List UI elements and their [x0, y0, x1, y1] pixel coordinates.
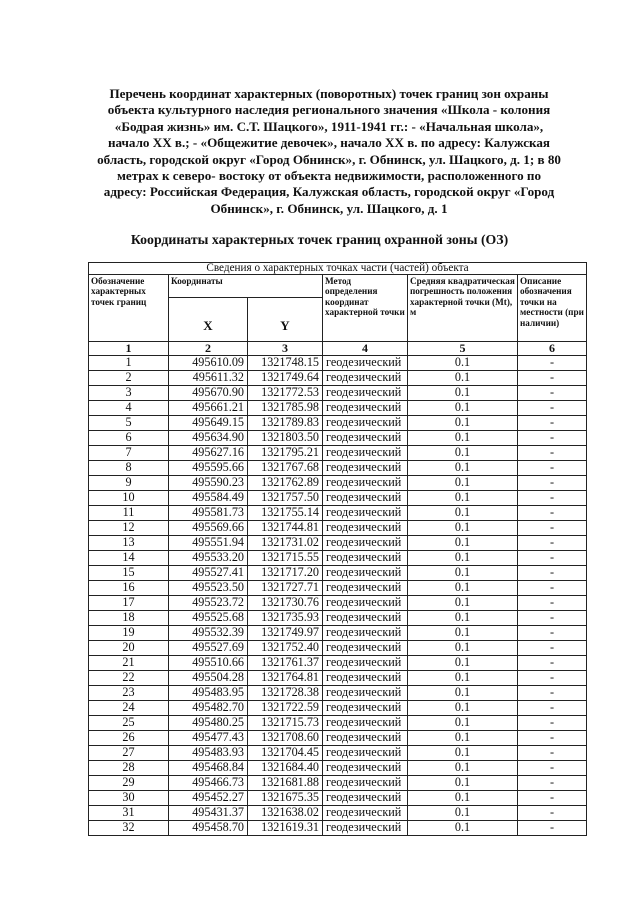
cell-y: 1321755.14 — [248, 506, 323, 521]
cell-y: 1321619.31 — [248, 821, 323, 836]
cell-method: геодезический — [323, 641, 408, 656]
cell-method: геодезический — [323, 491, 408, 506]
cell-description: - — [518, 476, 587, 491]
cell-description: - — [518, 371, 587, 386]
cell-description: - — [518, 506, 587, 521]
cell-x: 495431.37 — [169, 806, 248, 821]
column-number: 1 — [89, 342, 169, 356]
table-row — [89, 686, 587, 701]
table-subtitle: Координаты характерных точек границ охранной зоны (ОЗ) — [130, 232, 509, 247]
cell-point: 31 — [89, 806, 169, 821]
cell-point: 1 — [89, 356, 169, 371]
cell-error: 0.1 — [408, 536, 518, 551]
cell-method: геодезический — [323, 431, 408, 446]
cell-y: 1321795.21 — [248, 446, 323, 461]
table-row — [89, 641, 587, 656]
cell-x: 495581.73 — [169, 506, 248, 521]
cell-method: геодезический — [323, 821, 408, 836]
header-y: Y — [248, 297, 323, 341]
cell-error: 0.1 — [408, 821, 518, 836]
cell-point: 32 — [89, 821, 169, 836]
cell-description: - — [518, 821, 587, 836]
cell-point: 30 — [89, 791, 169, 806]
cell-point: 4 — [89, 401, 169, 416]
cell-method: геодезический — [323, 686, 408, 701]
cell-error: 0.1 — [408, 476, 518, 491]
cell-y: 1321681.88 — [248, 776, 323, 791]
cell-point: 3 — [89, 386, 169, 401]
cell-y: 1321708.60 — [248, 731, 323, 746]
cell-x: 495480.25 — [169, 716, 248, 731]
cell-method: геодезический — [323, 626, 408, 641]
cell-description: - — [518, 641, 587, 656]
cell-description: - — [518, 491, 587, 506]
table-row — [89, 731, 587, 746]
cell-description: - — [518, 401, 587, 416]
table-row — [89, 611, 587, 626]
cell-point: 12 — [89, 521, 169, 536]
cell-method: геодезический — [323, 806, 408, 821]
cell-y: 1321749.64 — [248, 371, 323, 386]
cell-error: 0.1 — [408, 596, 518, 611]
cell-point: 17 — [89, 596, 169, 611]
cell-x: 495551.94 — [169, 536, 248, 551]
cell-description: - — [518, 701, 587, 716]
cell-y: 1321762.89 — [248, 476, 323, 491]
cell-error: 0.1 — [408, 746, 518, 761]
cell-point: 6 — [89, 431, 169, 446]
table-row — [89, 701, 587, 716]
cell-error: 0.1 — [408, 791, 518, 806]
cell-y: 1321735.93 — [248, 611, 323, 626]
cell-description: - — [518, 596, 587, 611]
cell-method: геодезический — [323, 596, 408, 611]
column-number: 2 — [169, 342, 248, 356]
cell-point: 13 — [89, 536, 169, 551]
cell-description: - — [518, 461, 587, 476]
cell-x: 495670.90 — [169, 386, 248, 401]
cell-method: геодезический — [323, 656, 408, 671]
cell-error: 0.1 — [408, 731, 518, 746]
table-row — [89, 356, 587, 371]
cell-description: - — [518, 671, 587, 686]
cell-x: 495584.49 — [169, 491, 248, 506]
cell-description: - — [518, 656, 587, 671]
cell-point: 27 — [89, 746, 169, 761]
cell-x: 495595.66 — [169, 461, 248, 476]
table-row — [89, 416, 587, 431]
cell-x: 495590.23 — [169, 476, 248, 491]
cell-y: 1321761.37 — [248, 656, 323, 671]
table-row — [89, 761, 587, 776]
cell-point: 11 — [89, 506, 169, 521]
coordinates-table — [88, 262, 587, 836]
cell-description: - — [518, 791, 587, 806]
table-row — [89, 521, 587, 536]
cell-error: 0.1 — [408, 656, 518, 671]
cell-x: 495482.70 — [169, 701, 248, 716]
cell-description: - — [518, 761, 587, 776]
cell-point: 16 — [89, 581, 169, 596]
header-method-text: Метод определения координат характерной точки — [325, 276, 405, 318]
column-number: 5 — [408, 342, 518, 356]
cell-point: 23 — [89, 686, 169, 701]
cell-point: 7 — [89, 446, 169, 461]
cell-method: геодезический — [323, 776, 408, 791]
column-number: 4 — [323, 342, 408, 356]
cell-description: - — [518, 626, 587, 641]
table-row — [89, 671, 587, 686]
cell-y: 1321717.20 — [248, 566, 323, 581]
table-row — [89, 746, 587, 761]
cell-point: 10 — [89, 491, 169, 506]
cell-y: 1321638.02 — [248, 806, 323, 821]
cell-description: - — [518, 716, 587, 731]
cell-x: 495569.66 — [169, 521, 248, 536]
table-row — [89, 506, 587, 521]
cell-point: 2 — [89, 371, 169, 386]
cell-error: 0.1 — [408, 566, 518, 581]
cell-x: 495483.95 — [169, 686, 248, 701]
table-row — [89, 446, 587, 461]
cell-description: - — [518, 731, 587, 746]
cell-x: 495468.84 — [169, 761, 248, 776]
cell-description: - — [518, 386, 587, 401]
cell-description: - — [518, 416, 587, 431]
cell-error: 0.1 — [408, 761, 518, 776]
table-row — [89, 716, 587, 731]
cell-error: 0.1 — [408, 806, 518, 821]
table-row — [89, 461, 587, 476]
cell-x: 495610.09 — [169, 356, 248, 371]
table-row — [89, 566, 587, 581]
cell-error: 0.1 — [408, 716, 518, 731]
cell-y: 1321803.50 — [248, 431, 323, 446]
cell-x: 495525.68 — [169, 611, 248, 626]
cell-y: 1321728.38 — [248, 686, 323, 701]
cell-description: - — [518, 776, 587, 791]
table-row — [89, 401, 587, 416]
cell-method: геодезический — [323, 371, 408, 386]
table-row — [89, 626, 587, 641]
header-point: Обозначение характерных точек границ — [89, 275, 169, 342]
table-row — [89, 431, 587, 446]
table-row — [89, 596, 587, 611]
cell-method: геодезический — [323, 536, 408, 551]
cell-x: 495477.43 — [169, 731, 248, 746]
header-x: X — [169, 297, 248, 341]
table-row — [89, 371, 587, 386]
cell-x: 495504.28 — [169, 671, 248, 686]
cell-error: 0.1 — [408, 431, 518, 446]
cell-method: геодезический — [323, 356, 408, 371]
cell-method: геодезический — [323, 386, 408, 401]
cell-error: 0.1 — [408, 686, 518, 701]
cell-description: - — [518, 551, 587, 566]
group-header: Сведения о характерных точках части (частей) объекта — [89, 263, 587, 275]
cell-x: 495661.21 — [169, 401, 248, 416]
cell-point: 5 — [89, 416, 169, 431]
cell-x: 495634.90 — [169, 431, 248, 446]
cell-method: геодезический — [323, 461, 408, 476]
header-coords: Координаты — [169, 275, 323, 298]
cell-error: 0.1 — [408, 386, 518, 401]
cell-method: геодезический — [323, 701, 408, 716]
cell-method: геодезический — [323, 791, 408, 806]
cell-method: геодезический — [323, 716, 408, 731]
cell-x: 495510.66 — [169, 656, 248, 671]
cell-error: 0.1 — [408, 401, 518, 416]
cell-point: 22 — [89, 671, 169, 686]
cell-error: 0.1 — [408, 551, 518, 566]
table-row — [89, 551, 587, 566]
column-number: 3 — [248, 342, 323, 356]
cell-error: 0.1 — [408, 641, 518, 656]
cell-y: 1321757.50 — [248, 491, 323, 506]
cell-method: геодезический — [323, 581, 408, 596]
cell-method: геодезический — [323, 731, 408, 746]
cell-x: 495527.41 — [169, 566, 248, 581]
cell-error: 0.1 — [408, 446, 518, 461]
cell-method: геодезический — [323, 746, 408, 761]
cell-description: - — [518, 446, 587, 461]
table-row — [89, 581, 587, 596]
cell-error: 0.1 — [408, 611, 518, 626]
table-row — [89, 491, 587, 506]
cell-error: 0.1 — [408, 506, 518, 521]
cell-y: 1321715.55 — [248, 551, 323, 566]
cell-description: - — [518, 806, 587, 821]
cell-y: 1321772.53 — [248, 386, 323, 401]
cell-error: 0.1 — [408, 776, 518, 791]
cell-method: геодезический — [323, 566, 408, 581]
cell-point: 19 — [89, 626, 169, 641]
cell-point: 25 — [89, 716, 169, 731]
cell-description: - — [518, 746, 587, 761]
cell-y: 1321704.45 — [248, 746, 323, 761]
cell-point: 20 — [89, 641, 169, 656]
cell-x: 495533.20 — [169, 551, 248, 566]
cell-description: - — [518, 356, 587, 371]
cell-y: 1321744.81 — [248, 521, 323, 536]
cell-x: 495523.50 — [169, 581, 248, 596]
cell-x: 495458.70 — [169, 821, 248, 836]
cell-y: 1321785.98 — [248, 401, 323, 416]
cell-method: геодезический — [323, 671, 408, 686]
cell-method: геодезический — [323, 476, 408, 491]
cell-description: - — [518, 431, 587, 446]
cell-y: 1321752.40 — [248, 641, 323, 656]
header-error: Средняя квадратическая погрешность положения характерной точки (Mt), м — [408, 275, 518, 342]
cell-method: геодезический — [323, 401, 408, 416]
cell-x: 495483.93 — [169, 746, 248, 761]
cell-y: 1321748.15 — [248, 356, 323, 371]
cell-y: 1321727.71 — [248, 581, 323, 596]
cell-y: 1321715.73 — [248, 716, 323, 731]
cell-point: 15 — [89, 566, 169, 581]
cell-x: 495532.39 — [169, 626, 248, 641]
cell-description: - — [518, 521, 587, 536]
cell-y: 1321675.35 — [248, 791, 323, 806]
document-title: Перечень координат характерных (поворотных) точек границ зон охраны объекта культурного наследия регионального значения «Школа - колония «Бодрая жизнь» им. С.Т. Шацкого», 1911-1941 гг.: - «Начальная школа», начало XX в.; - «Общежитие девочек», начало XX в. по адресу: Калужская область, городской округ «Город Обнинск», г. Обнинск, ул. Шацкого, д. 1; в 80 метрах к северо- востоку от объекта недвижимости, расположенного по адресу: Российская Федерация, Калужская область, городской округ «Город Обнинск», г. Обнинск, ул. Шацкого, д. 1 — [97, 86, 561, 216]
cell-error: 0.1 — [408, 371, 518, 386]
cell-y: 1321684.40 — [248, 761, 323, 776]
cell-y: 1321730.76 — [248, 596, 323, 611]
cell-error: 0.1 — [408, 521, 518, 536]
table-body — [89, 356, 587, 836]
cell-error: 0.1 — [408, 356, 518, 371]
cell-description: - — [518, 581, 587, 596]
cell-description: - — [518, 686, 587, 701]
column-number: 6 — [518, 342, 587, 356]
cell-method: геодезический — [323, 521, 408, 536]
table-row — [89, 791, 587, 806]
cell-error: 0.1 — [408, 461, 518, 476]
cell-x: 495627.16 — [169, 446, 248, 461]
table-row — [89, 536, 587, 551]
cell-point: 14 — [89, 551, 169, 566]
cell-point: 24 — [89, 701, 169, 716]
cell-method: геодезический — [323, 416, 408, 431]
cell-point: 29 — [89, 776, 169, 791]
cell-x: 495527.69 — [169, 641, 248, 656]
cell-error: 0.1 — [408, 581, 518, 596]
cell-y: 1321767.68 — [248, 461, 323, 476]
cell-point: 8 — [89, 461, 169, 476]
header-description: Описание обозначения точки на местности (при наличии) — [518, 275, 587, 342]
cell-error: 0.1 — [408, 416, 518, 431]
table-row — [89, 821, 587, 836]
cell-y: 1321722.59 — [248, 701, 323, 716]
cell-y: 1321749.97 — [248, 626, 323, 641]
table-row — [89, 806, 587, 821]
cell-x: 495452.27 — [169, 791, 248, 806]
cell-y: 1321764.81 — [248, 671, 323, 686]
cell-error: 0.1 — [408, 626, 518, 641]
table-row — [89, 386, 587, 401]
header-method — [323, 275, 408, 342]
table-row — [89, 476, 587, 491]
cell-point: 26 — [89, 731, 169, 746]
cell-description: - — [518, 611, 587, 626]
cell-point: 21 — [89, 656, 169, 671]
cell-x: 495523.72 — [169, 596, 248, 611]
cell-description: - — [518, 536, 587, 551]
cell-method: геодезический — [323, 446, 408, 461]
cell-x: 495611.32 — [169, 371, 248, 386]
table-row — [89, 776, 587, 791]
cell-point: 9 — [89, 476, 169, 491]
cell-description: - — [518, 566, 587, 581]
cell-error: 0.1 — [408, 491, 518, 506]
cell-point: 18 — [89, 611, 169, 626]
cell-method: геодезический — [323, 551, 408, 566]
cell-error: 0.1 — [408, 701, 518, 716]
cell-x: 495466.73 — [169, 776, 248, 791]
cell-y: 1321789.83 — [248, 416, 323, 431]
cell-y: 1321731.02 — [248, 536, 323, 551]
table-row — [89, 656, 587, 671]
cell-method: геодезический — [323, 611, 408, 626]
cell-point: 28 — [89, 761, 169, 776]
cell-error: 0.1 — [408, 671, 518, 686]
cell-method: геодезический — [323, 761, 408, 776]
cell-method: геодезический — [323, 506, 408, 521]
cell-x: 495649.15 — [169, 416, 248, 431]
